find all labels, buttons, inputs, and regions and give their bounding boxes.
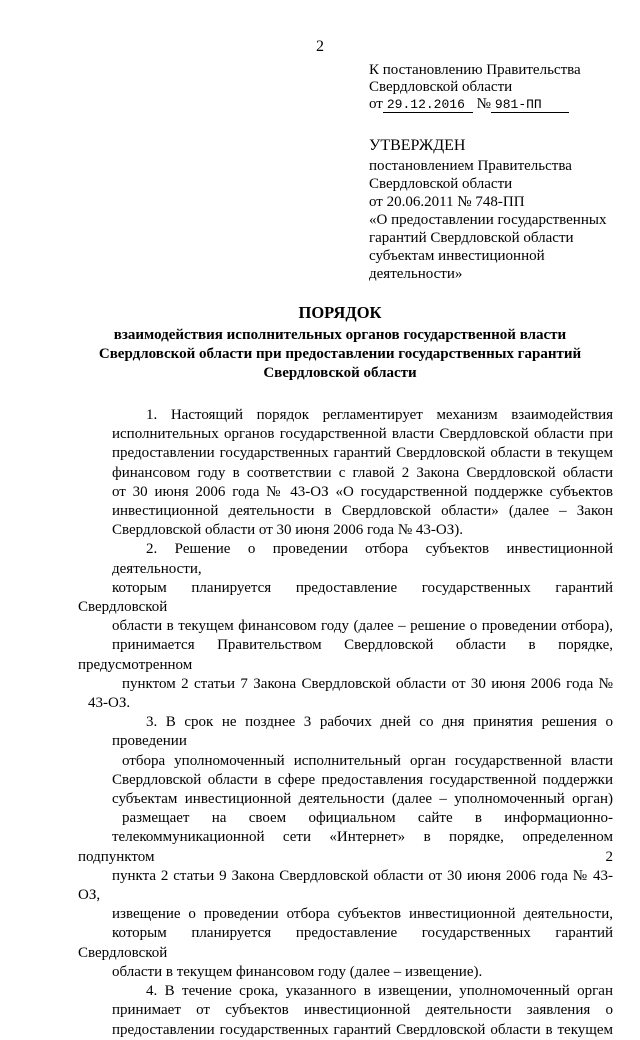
approval-heading: УТВЕРЖДЕН (369, 137, 466, 154)
paragraph-line: размещает на своем официальном сайте в информационно- (122, 810, 613, 827)
paragraph-line: области в текущем финансовом году (далее – извещение). (112, 963, 483, 980)
paragraph-line: предоставлении государственных гарантий Свердловской области в текущем (112, 1021, 613, 1038)
paragraph-line: которым планируется предоставление государственных гарантий Свердловской (78, 579, 613, 616)
paragraph-line: финансовом году в соответствии с главой 2 Закона Свердловской области (112, 464, 613, 481)
paragraph-3 (78, 713, 613, 982)
attachment-block (369, 62, 619, 113)
title-main: ПОРЯДОК (298, 303, 382, 322)
paragraph-line: принимает от субъектов инвестиционной деятельности заявления о (112, 1002, 613, 1019)
paragraph-line: предоставлении государственных гарантий Свердловской области в текущем (112, 445, 613, 462)
paragraph-line: от 30 июня 2006 года № 43-ОЗ «О государственной поддержке субъектов (112, 483, 613, 500)
approval-line: гарантий Свердловской области (369, 230, 574, 246)
paragraph-line: области в текущем финансовом году (далее – решение о проведении отбора), (112, 618, 613, 635)
paragraph-line: субъектам инвестиционной деятельности (далее – уполномоченный орган) (112, 791, 613, 808)
approval-line: деятельности» (369, 266, 463, 282)
paragraph-line: которым планируется предоставление государственных гарантий Свердловской (78, 925, 613, 961)
paragraph-line: 4. В течение срока, указанного в извещении, уполномоченный орган (146, 983, 613, 1000)
paragraph-line: Свердловской области в сфере предоставления государственной поддержки (112, 771, 613, 788)
paragraph-line: пункта 2 статьи 9 Закона Свердловской области от 30 июня 2006 года № 43-ОЗ, (78, 867, 613, 904)
paragraph-line: отбора уполномоченный исполнительный орган государственной власти (122, 752, 613, 769)
document-body (78, 406, 613, 1040)
attachment-date-line (369, 96, 619, 113)
number-prefix: № (476, 96, 491, 112)
attachment-line-1: К постановлению Правительства (369, 62, 581, 78)
paragraph-line: извещение о проведении отбора субъектов инвестиционной деятельности, (112, 906, 613, 923)
paragraph-line: исполнительных органов государственной власти Свердловской области при (112, 426, 613, 443)
approval-line: от 20.06.2011 № 748-ПП (369, 194, 525, 210)
paragraph-line: 2. Решение о проведении отбора субъектов инвестиционной деятельности, (112, 541, 613, 577)
paragraph-line: инвестиционной деятельности в Свердловской области» (далее – Закон (112, 503, 613, 520)
paragraph-2 (78, 540, 613, 713)
page-number: 2 (316, 38, 324, 55)
title-sub-line: взаимодействия исполнительных органов государственной власти (113, 327, 567, 343)
approval-block (369, 137, 619, 283)
approval-line: субъектам инвестиционной (369, 248, 545, 264)
approval-line: Свердловской области (369, 176, 513, 192)
title-sub-line: Свердловской области при предоставлении государственных гарантий (98, 346, 582, 362)
paragraph-1 (78, 406, 613, 540)
approval-line: «О предоставлении государственных (369, 212, 607, 228)
paragraph-4 (78, 982, 613, 1040)
paragraph-line: 1. Настоящий порядок регламентирует механизм взаимодействия (146, 407, 613, 423)
resolution-date: 29.12.2016 (383, 98, 473, 113)
resolution-number: 981-ПП (491, 98, 569, 113)
document-title (60, 303, 620, 383)
approval-line: постановлением Правительства (369, 158, 572, 174)
paragraph-line: 3. В срок не позднее 3 рабочих дней со дня принятия решения о проведении (112, 714, 613, 750)
paragraph-line: телекоммуникационной сети «Интернет» в порядке, определенном подпунктом 2 (78, 829, 613, 865)
date-prefix: от (369, 96, 383, 112)
paragraph-line: пунктом 2 статьи 7 Закона Свердловской области от 30 июня 2006 года № 43-ОЗ. (88, 675, 613, 712)
paragraph-line: Свердловской области от 30 июня 2006 года № 43-ОЗ). (112, 522, 463, 539)
paragraph-line: принимается Правительством Свердловской области в порядке, предусмотренном (78, 637, 613, 673)
title-sub-line: Свердловской области (263, 365, 417, 381)
attachment-line-2: Свердловской области (369, 79, 513, 95)
